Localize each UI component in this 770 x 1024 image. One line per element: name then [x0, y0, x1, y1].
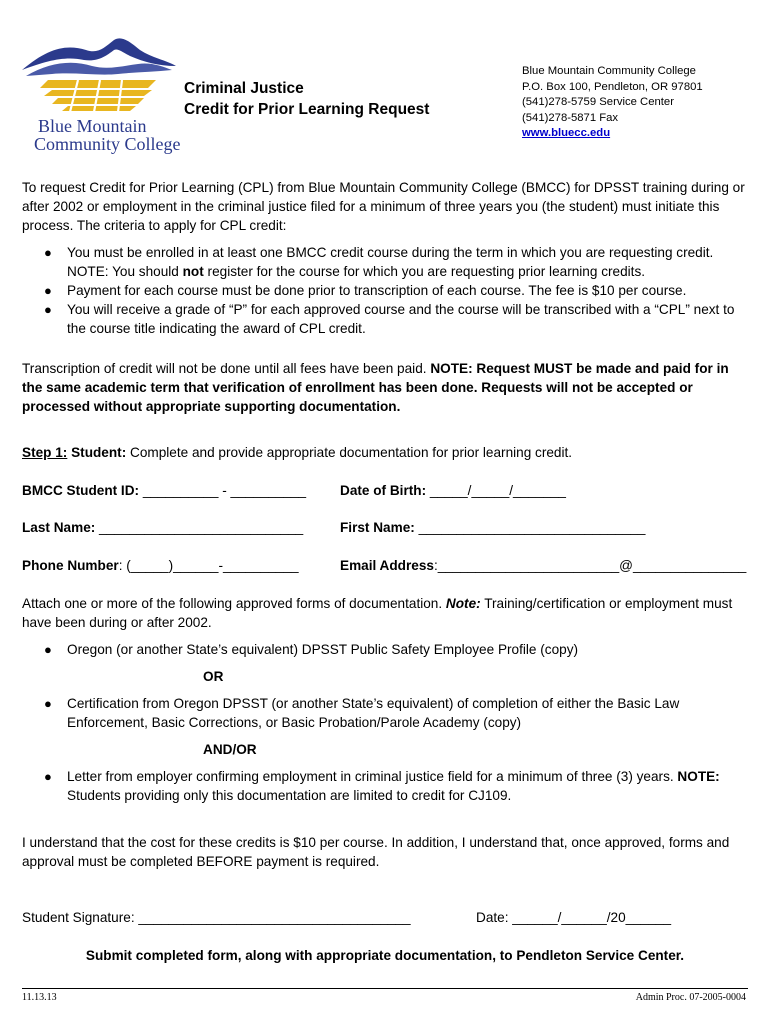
- date-blank[interactable]: ______/______/20______: [512, 910, 672, 925]
- transcription-paragraph: [22, 359, 752, 416]
- first-name-blank[interactable]: ______________________________: [414, 520, 646, 535]
- last-name-label: Last Name:: [22, 520, 96, 535]
- date-label: Date:: [476, 910, 513, 925]
- footer-divider: [22, 988, 748, 989]
- phone-blank[interactable]: : (_____)______-__________: [118, 558, 299, 573]
- dob-field[interactable]: [340, 481, 566, 500]
- logo-text-line1: Blue Mountain: [38, 116, 147, 136]
- or-separator: OR: [203, 669, 224, 684]
- list-item: [22, 300, 752, 338]
- email-field[interactable]: [340, 556, 746, 575]
- doc-item-post: Students providing only this documentation are limited to credit for CJ109.: [67, 788, 512, 803]
- first-name-field[interactable]: [340, 518, 645, 537]
- bullet-icon: ●: [44, 696, 52, 711]
- dob-blank[interactable]: _____/_____/_______: [426, 483, 566, 498]
- student-id-label: BMCC Student ID:: [22, 483, 140, 498]
- bullet-icon: ●: [44, 245, 52, 260]
- doc-item-text: Oregon (or another State’s equivalent) DPSST Public Safety Employee Profile (copy): [67, 642, 579, 657]
- bullet-icon: ●: [44, 769, 52, 784]
- transcription-text: Transcription of credit will not be done until all fees have been paid.: [22, 361, 431, 376]
- criteria-list: [22, 243, 752, 338]
- signature-field[interactable]: [22, 908, 411, 927]
- bullet-icon: ●: [44, 283, 52, 298]
- documentation-list-2: [22, 694, 752, 732]
- last-name-field[interactable]: [22, 518, 303, 537]
- form-title-line2: Credit for Prior Learning Request: [184, 101, 430, 118]
- criteria-note-bold: not: [182, 264, 204, 279]
- attach-text: Attach one or more of the following approved forms of documentation.: [22, 596, 446, 611]
- student-id-field[interactable]: [22, 481, 306, 500]
- phone-label: Phone Number: [22, 558, 119, 573]
- list-item: [22, 243, 752, 281]
- criteria-item-text: Payment for each course must be done prior to transcription of each course. The fee is $10 per course.: [67, 283, 687, 298]
- college-logo: [18, 36, 181, 156]
- first-name-label: First Name:: [340, 520, 415, 535]
- attach-paragraph: [22, 594, 748, 632]
- list-item: [22, 694, 752, 732]
- step1-who: Student:: [67, 445, 127, 460]
- andor-separator: AND/OR: [203, 742, 257, 757]
- dob-label: Date of Birth:: [340, 483, 427, 498]
- contact-block: [522, 64, 703, 142]
- doc-item-note: NOTE:: [677, 769, 720, 784]
- mountain-logo-icon: [18, 36, 178, 116]
- date-field[interactable]: [476, 908, 671, 927]
- attach-note: Note:: [445, 596, 481, 611]
- criteria-note-pre: NOTE: You should: [67, 264, 183, 279]
- contact-name: Blue Mountain Community College: [522, 65, 696, 77]
- doc-item-text: Letter from employer confirming employment in criminal justice field for a minimum of three (3) years.: [67, 769, 678, 784]
- email-blank[interactable]: :________________________@_______________: [433, 558, 747, 573]
- form-title-line1: Criminal Justice: [184, 80, 304, 97]
- submit-instruction: Submit completed form, along with appropriate documentation, to Pendleton Service Center.: [85, 948, 685, 963]
- bullet-icon: ●: [44, 642, 52, 657]
- criteria-item-text: You will receive a grade of “P” for each approved course and the course will be transcribed with a “CPL” next to the course title indicating the award of CPL credit.: [67, 302, 735, 336]
- attach-post: Training/certification or employment must have been during or after 2002.: [22, 596, 733, 630]
- last-name-blank[interactable]: ___________________________: [95, 520, 304, 535]
- list-item: [22, 767, 752, 805]
- signature-blank[interactable]: ____________________________________: [138, 910, 411, 925]
- criteria-item-text: You must be enrolled in at least one BMCC credit course during the term in which you are requesting credit.: [67, 245, 714, 260]
- contact-address: P.O. Box 100, Pendleton, OR 97801: [522, 80, 703, 93]
- footer-date: 11.13.13: [22, 992, 57, 1003]
- phone-field[interactable]: [22, 556, 299, 575]
- step1-line: [22, 443, 752, 462]
- contact-phone: (541)278-5759 Service Center: [522, 96, 674, 108]
- acknowledgement-paragraph: I understand that the cost for these credits is $10 per course. In addition, I understand that, once approved, forms and approval must be completed BEFORE payment is required.: [22, 835, 730, 869]
- intro-paragraph: To request Credit for Prior Learning (CPL) from Blue Mountain Community College (BMCC) for DPSST training during or after 2002 or employment in the criminal justice filed for a minimum of three years you (the student) must initiate this process. The criteria to apply for CPL credit:: [22, 180, 745, 233]
- step1-label: Step 1:: [22, 445, 68, 460]
- doc-item-text: Certification from Oregon DPSST (or another State’s equivalent) of completion of either the Basic Law Enforcement, Basic Corrections, or Basic Probation/Parole Academy (copy): [67, 696, 680, 730]
- documentation-list-1: [22, 640, 752, 659]
- contact-fax: (541)278-5871 Fax: [522, 111, 619, 124]
- email-label: Email Address: [340, 558, 434, 573]
- criteria-note-post: register for the course for which you are requesting prior learning credits.: [203, 264, 646, 279]
- transcription-note: NOTE: Request MUST be made and paid for in the same academic term that verification of enrollment has been done. Requests will not be accepted or processed without appropriate supporting documentation.: [22, 361, 729, 414]
- documentation-list-3: [22, 767, 752, 805]
- bullet-icon: ●: [44, 302, 52, 317]
- signature-label: Student Signature:: [22, 910, 139, 925]
- step1-text: Complete and provide appropriate documentation for prior learning credit.: [126, 445, 573, 460]
- list-item: [22, 281, 752, 300]
- student-id-blank[interactable]: __________ - __________: [139, 483, 307, 498]
- list-item: [22, 640, 752, 659]
- footer-procedure-number: Admin Proc. 07-2005-0004: [635, 992, 746, 1003]
- logo-text-line2: Community College: [34, 134, 181, 154]
- website-link[interactable]: www.bluecc.edu: [522, 127, 611, 139]
